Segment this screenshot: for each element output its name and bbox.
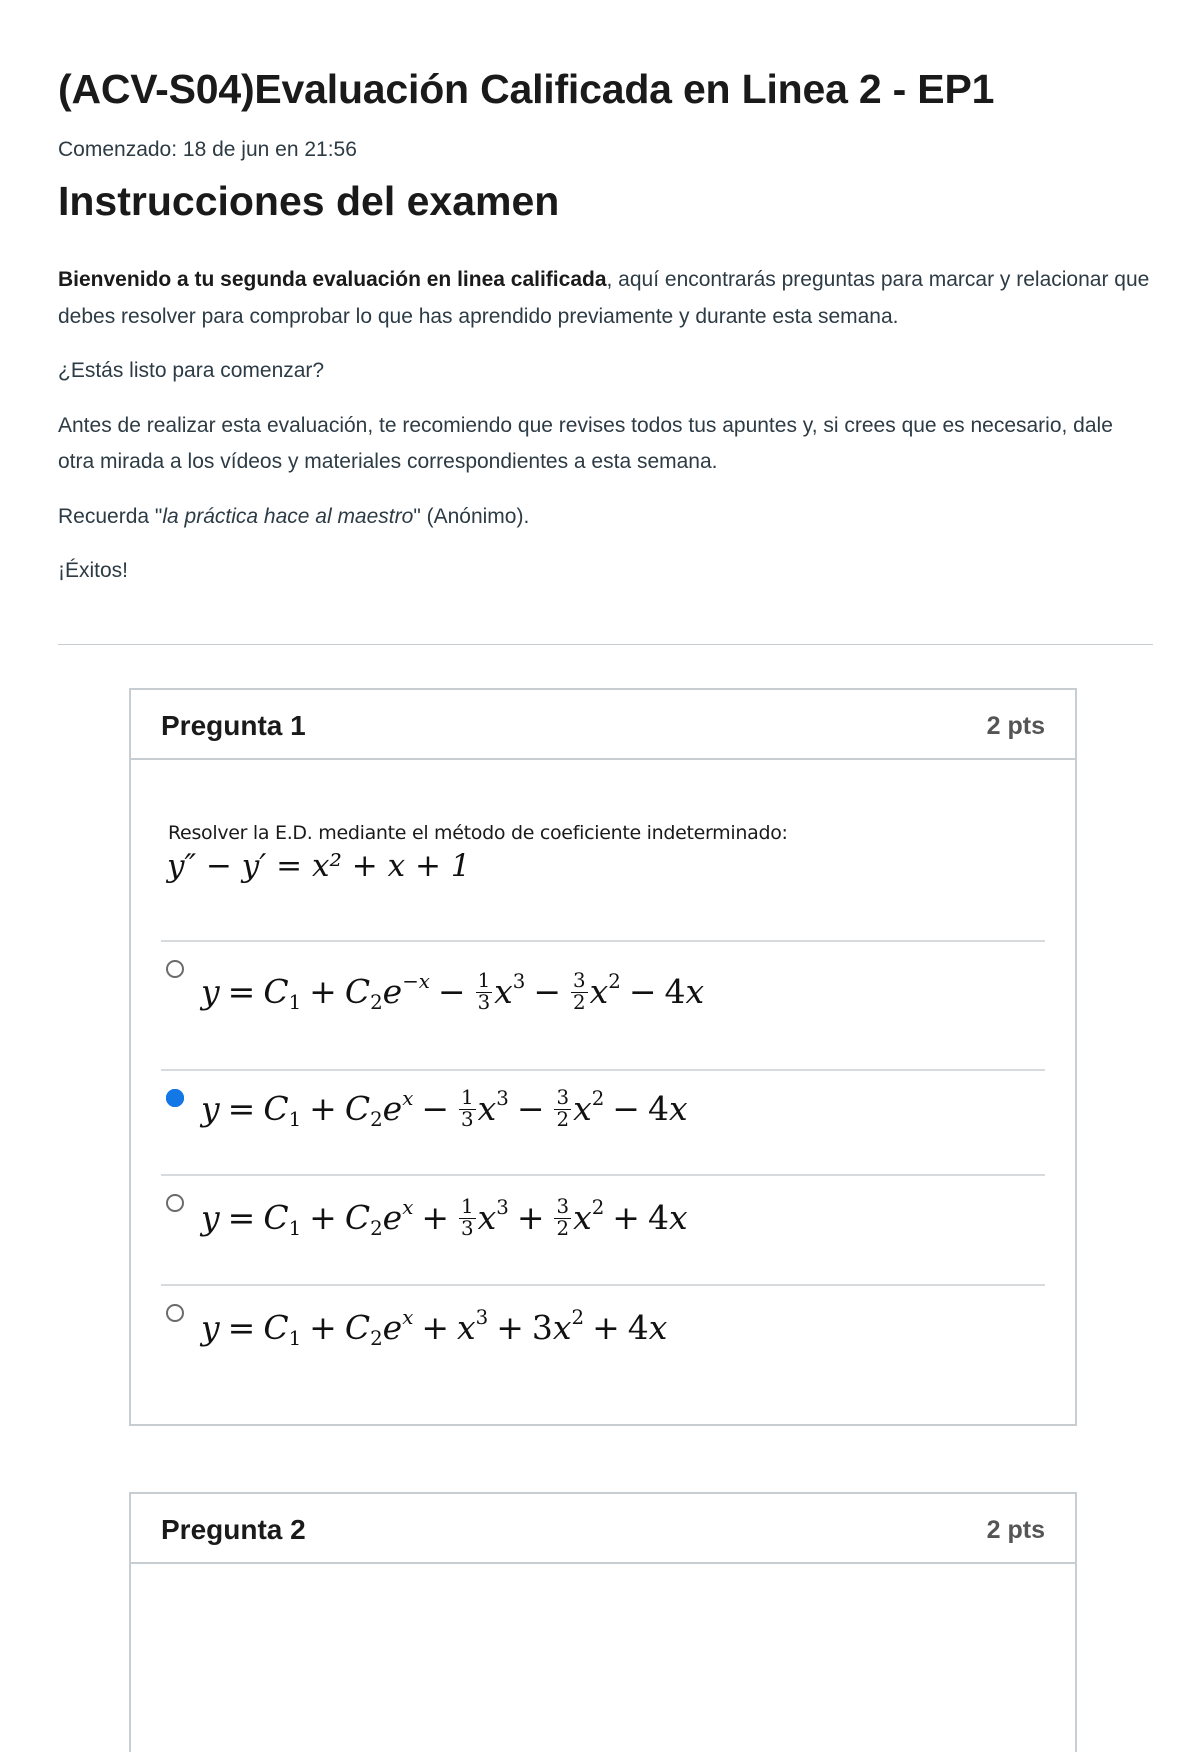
question-points: 2 pts <box>986 1516 1045 1544</box>
radio-button-selected[interactable] <box>166 1089 184 1107</box>
question-prompt <box>161 760 1045 895</box>
question-equation: y″ − y′ = x² + x + 1 <box>167 848 471 884</box>
instructions-text <box>58 262 1153 608</box>
quiz-title: (ACV-S04)Evaluación Calificada en Linea 2 - EP1 <box>58 66 995 112</box>
quote-italic: la práctica hace al maestro <box>162 504 414 528</box>
question-prompt-text: Resolver la E.D. mediante el método de coeficiente indeterminado: <box>168 822 788 844</box>
instructions-title: Instrucciones del examen <box>58 178 560 224</box>
answer-label: $y = C_1 + C_2e^x + x^3 + 3x^2 + 4x$ <box>201 1306 668 1350</box>
question-header <box>131 1494 1075 1564</box>
question-name: Pregunta 2 <box>161 1514 306 1545</box>
answer-label: $y = C_1 + C_2e^x$ + $\frac{1}{3}$ $x^3$ + $\frac{3}{2}$ $x^2 + 4x$ <box>201 1194 688 1240</box>
answer-option-4[interactable] <box>161 1284 1045 1386</box>
started-timestamp: Comenzado: 18 de jun en 21:56 <box>58 138 357 161</box>
instructions-paragraph-4 <box>58 499 1153 536</box>
question-2 <box>129 1492 1077 1752</box>
answer-label: $y = C_1 + C_2e^x$ − $\frac{1}{3}$ $x^3$ − $\frac{3}{2}$ $x^2 - 4x$ <box>201 1085 688 1131</box>
instructions-paragraph-1 <box>58 262 1153 335</box>
instructions-welcome-rest: , aquí encontrarás preguntas para marcar y relacionar que debes resolver para comprobar lo que has aprendido previamente y durante esta semana. <box>58 268 1150 328</box>
instructions-paragraph-5: ¡Éxitos! <box>58 559 129 582</box>
question-body <box>131 760 1075 1386</box>
quote-pre: Recuerda " <box>58 504 163 528</box>
quote-post: " (Anónimo). <box>413 504 530 528</box>
radio-button[interactable] <box>166 1194 184 1212</box>
section-divider <box>58 644 1153 645</box>
answer-option-2[interactable] <box>161 1069 1045 1174</box>
instructions-paragraph-2: ¿Estás listo para comenzar? <box>58 359 325 382</box>
answer-option-3[interactable] <box>161 1174 1045 1284</box>
radio-button[interactable] <box>166 1304 184 1322</box>
question-header <box>131 690 1075 760</box>
question-name: Pregunta 1 <box>161 710 306 741</box>
radio-button[interactable] <box>166 960 184 978</box>
answer-label: $y = C_1 + C_2e^{-x}$ − $\frac{1}{3}$ $x^3$ − $\frac{3}{2}$ $x^2 - 4x$ <box>201 968 705 1014</box>
question-points: 2 pts <box>986 712 1045 740</box>
answer-list <box>161 940 1045 1386</box>
question-1 <box>129 688 1077 1426</box>
instructions-welcome-bold: Bienvenido a tu segunda evaluación en linea calificada <box>58 268 607 291</box>
instructions-paragraph-3: Antes de realizar esta evaluación, te recomiendo que revises todos tus apuntes y, si crees que es necesario, dale otra mirada a los vídeos y materiales correspondientes a esta semana. <box>58 413 1113 473</box>
answer-option-1[interactable] <box>161 940 1045 1069</box>
